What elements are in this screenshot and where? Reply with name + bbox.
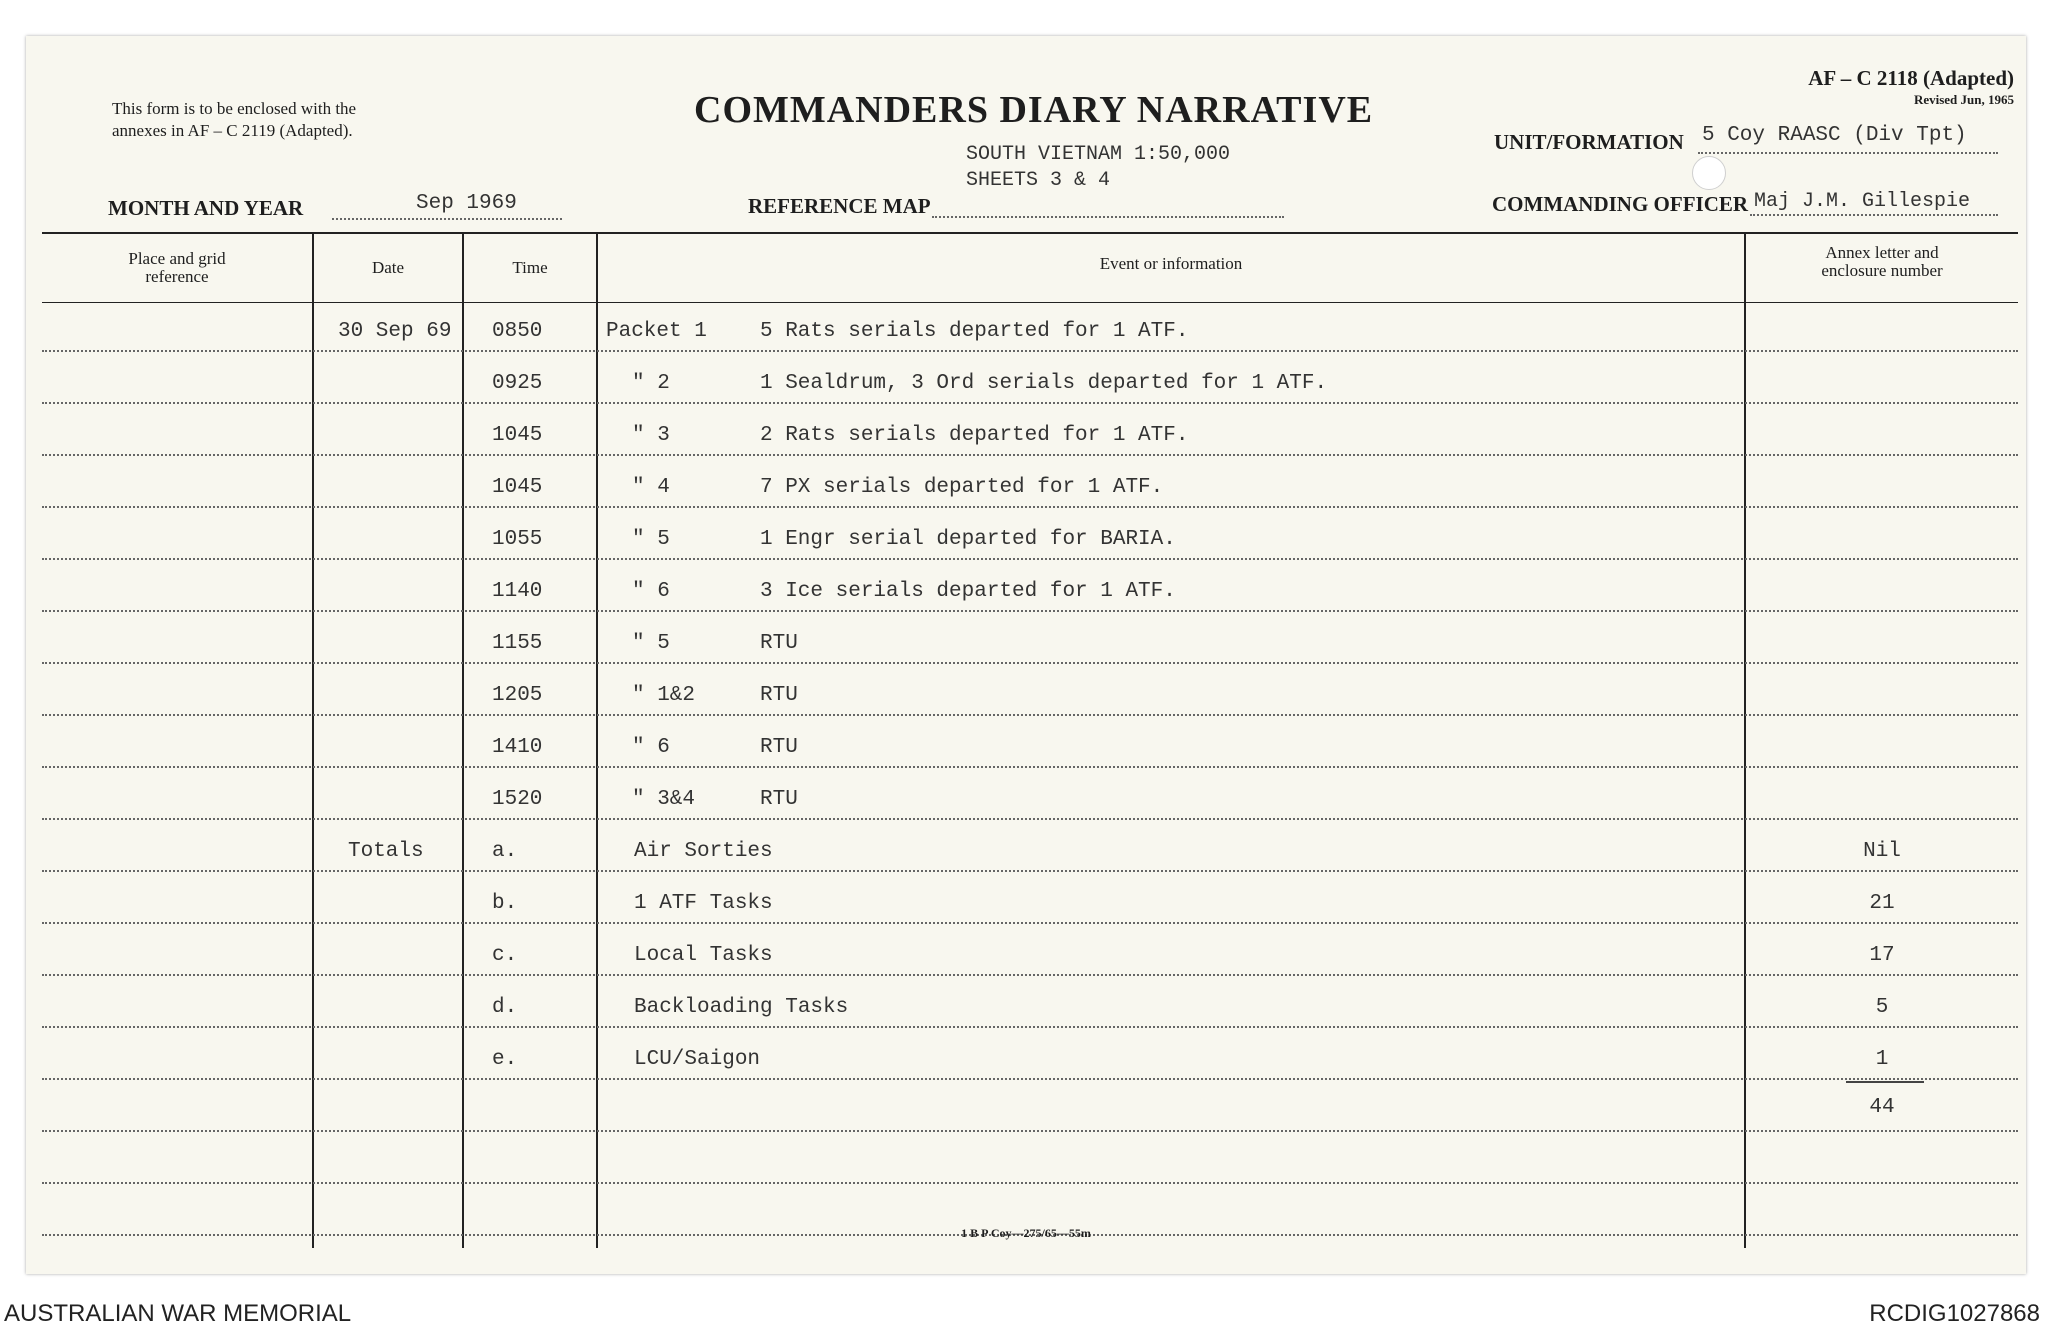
row-event: 1 Sealdrum, 3 Ord serials departed for 1 ATF.	[760, 372, 1328, 395]
row-event: LCU/Saigon	[634, 1048, 761, 1071]
row-rule	[42, 818, 2018, 820]
header-place-line1: Place and grid	[128, 249, 226, 268]
col-divider-1	[312, 232, 314, 1248]
reference-map-value-line1: SOUTH VIETNAM 1:50,000	[966, 143, 1231, 166]
table-top-rule	[42, 232, 2018, 234]
row-rule	[42, 402, 2018, 404]
punch-hole	[1692, 156, 1726, 190]
row-rule	[42, 714, 2018, 716]
row-rule	[42, 350, 2018, 352]
row-time: 1155	[492, 632, 543, 655]
header-annex-line2: enclosure number	[1821, 261, 1943, 280]
row-date: Totals	[348, 840, 424, 863]
header-annex	[1746, 244, 2018, 280]
row-time: 0925	[492, 372, 543, 395]
archive-id: RCDIG1027868	[1869, 1300, 2040, 1327]
header-date: Date	[371, 258, 405, 277]
reference-map-value	[966, 142, 1230, 194]
row-rule	[42, 662, 2018, 664]
printer-note: 1 B P Coy—275/65—55m	[961, 1226, 1091, 1240]
form-title: COMMANDERS DIARY NARRATIVE	[694, 89, 1374, 131]
header-annex-line1: Annex letter and	[1825, 243, 1939, 262]
row-time: 1045	[492, 424, 543, 447]
row-rule	[42, 1182, 2018, 1184]
month-year-dotted-line	[332, 218, 562, 220]
row-annex: 44	[1869, 1096, 1895, 1119]
row-ref: " 6	[632, 580, 670, 603]
row-time: 1140	[492, 580, 543, 603]
row-time: 0850	[492, 320, 543, 343]
col-divider-3	[596, 232, 598, 1248]
row-ref: " 4	[632, 476, 670, 499]
row-ref: " 3	[632, 424, 670, 447]
row-annex: 17	[1869, 944, 1895, 967]
reference-map-dotted-line	[932, 216, 1284, 218]
row-time: c.	[492, 944, 518, 967]
reference-map-label: REFERENCE MAP	[748, 194, 931, 218]
form-revised: Revised Jun, 1965	[1913, 92, 2014, 107]
unit-dotted-line	[1698, 152, 1998, 154]
row-annex: Nil	[1863, 840, 1901, 863]
archive-label: AUSTRALIAN WAR MEMORIAL	[4, 1300, 352, 1327]
row-time: 1205	[492, 684, 543, 707]
row-ref: " 2	[632, 372, 670, 395]
row-event: RTU	[760, 684, 798, 707]
row-event: RTU	[760, 632, 798, 655]
form-notice-line1: This form is to be enclosed with the	[112, 99, 357, 118]
month-year-label: MONTH AND YEAR	[108, 196, 304, 220]
row-time: e.	[492, 1048, 518, 1071]
row-event: RTU	[760, 736, 798, 759]
row-date: 30 Sep 69	[338, 320, 452, 343]
row-time: 1055	[492, 528, 543, 551]
commanding-officer-value: Maj J.M. Gillespie	[1754, 190, 1971, 213]
row-time: 1410	[492, 736, 543, 759]
row-rule	[42, 974, 2018, 976]
row-ref: " 3&4	[632, 788, 696, 811]
row-event: 5 Rats serials departed for 1 ATF.	[760, 320, 1189, 343]
reference-map-value-line2: SHEETS 3 & 4	[966, 169, 1111, 192]
header-event: Event or information	[1099, 254, 1243, 273]
row-time: 1045	[492, 476, 543, 499]
row-ref: " 6	[632, 736, 670, 759]
form-notice	[112, 98, 356, 142]
form-code: AF – C 2118 (Adapted)	[1808, 66, 2014, 90]
row-event: Air Sorties	[634, 840, 773, 863]
row-event: RTU	[760, 788, 798, 811]
row-event: 7 PX serials departed for 1 ATF.	[760, 476, 1164, 499]
row-rule	[42, 506, 2018, 508]
row-event: Local Tasks	[634, 944, 773, 967]
header-time: Time	[512, 258, 548, 277]
row-event: 1 ATF Tasks	[634, 892, 773, 915]
month-year-value: Sep 1969	[416, 192, 517, 215]
row-rule	[42, 610, 2018, 612]
row-ref: Packet 1	[606, 320, 707, 343]
row-rule	[42, 558, 2018, 560]
header-place	[42, 250, 312, 286]
row-ref: " 1&2	[632, 684, 696, 707]
col-divider-2	[462, 232, 464, 1248]
total-sum-rule	[1846, 1081, 1924, 1083]
row-time: 1520	[492, 788, 543, 811]
row-annex: 1	[1875, 1048, 1889, 1071]
row-event: Backloading Tasks	[634, 996, 849, 1019]
row-rule	[42, 1026, 2018, 1028]
unit-label: UNIT/FORMATION	[1494, 130, 1684, 154]
row-rule	[42, 870, 2018, 872]
row-ref: " 5	[632, 528, 670, 551]
row-rule	[42, 766, 2018, 768]
row-rule	[42, 922, 2018, 924]
commanding-officer-label: COMMANDING OFFICER	[1492, 192, 1749, 216]
form-sheet	[26, 36, 2026, 1274]
row-rule	[42, 1078, 2018, 1080]
row-rule	[42, 1130, 2018, 1132]
row-time: a.	[492, 840, 518, 863]
table-header-rule	[42, 302, 2018, 303]
row-annex: 5	[1875, 996, 1889, 1019]
row-time: d.	[492, 996, 518, 1019]
row-ref: " 5	[632, 632, 670, 655]
row-annex: 21	[1869, 892, 1895, 915]
form-notice-line2: annexes in AF – C 2119 (Adapted).	[112, 121, 353, 140]
row-event: 3 Ice serials departed for 1 ATF.	[760, 580, 1176, 603]
commanding-officer-dotted-line	[1750, 214, 1998, 216]
row-time: b.	[492, 892, 518, 915]
row-event: 2 Rats serials departed for 1 ATF.	[760, 424, 1189, 447]
row-event: 1 Engr serial departed for BARIA.	[760, 528, 1176, 551]
header-place-line2: reference	[145, 267, 209, 286]
unit-value: 5 Coy RAASC (Div Tpt)	[1702, 124, 1967, 147]
row-rule	[42, 454, 2018, 456]
